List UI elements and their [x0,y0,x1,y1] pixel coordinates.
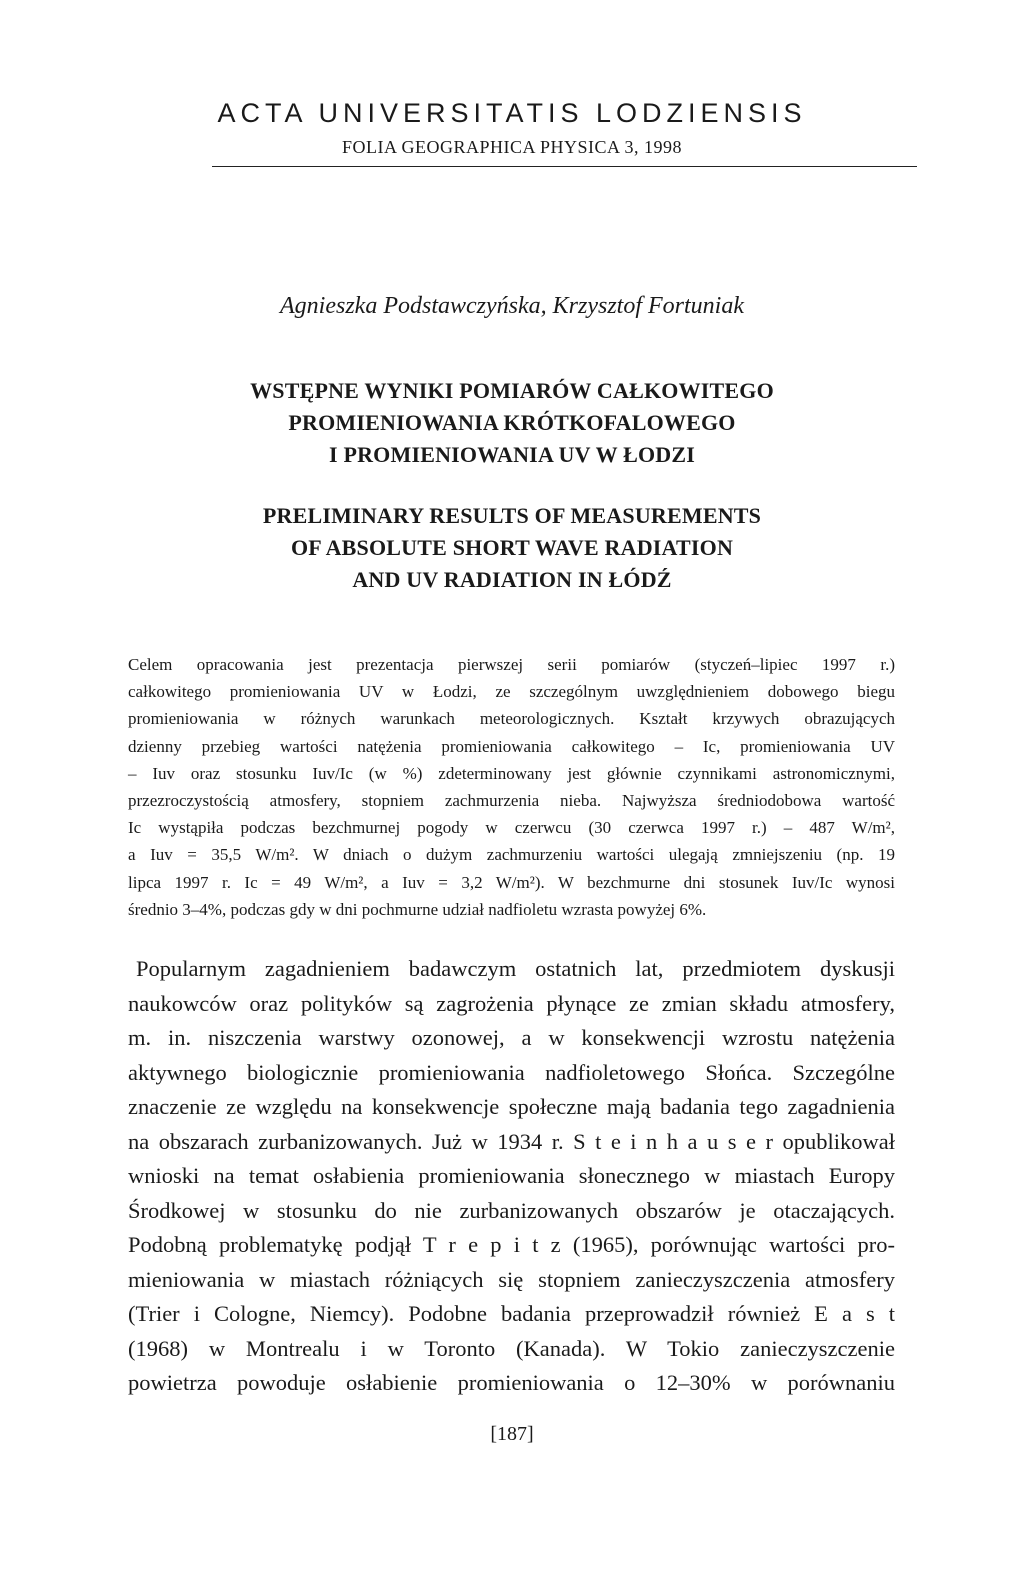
journal-series: FOLIA GEOGRAPHICA PHYSICA 3, 1998 [341,137,683,157]
journal-title: ACTA UNIVERSITATIS LODZIENSIS [217,98,807,128]
title-en-line: OF ABSOLUTE SHORT WAVE RADIATION [290,535,734,560]
authors: Agnieszka Podstawczyńska, Krzysztof Fortuniak [280,293,744,319]
body-line: Podobną problematykę podjął T r e p i t z (1965), porównując wartości pro- [128,1232,895,1257]
abstract-line: średnio 3–4%, podczas gdy w dni pochmurne udział nadfioletu wzrasta powyżej 6%. [128,899,707,919]
body-line: aktywnego biologicznie promieniowania nadfioletowego Słońca. Szczególne [128,1059,895,1085]
abstract-line: promieniowania w różnych warunkach meteorologicznych. Kształt krzywych obrazujących [128,709,895,729]
abstract-line: a Iuv = 35,5 W/m². W dniach o dużym zachmurzeniu wartości ulegają zmniejszeniu (np. 19 [128,845,895,865]
body-text [128,952,895,1401]
abstract-line: całkowitego promieniowania UV w Łodzi, ze szczególnym uwzględnieniem dobowego biegu [128,682,895,702]
body-line: na obszarach zurbanizowanych. Już w 1934 r. S t e i n h a u s e r opublikował [128,1128,895,1154]
abstract-line: Ic wystąpiła podczas bezchmurnej pogody w czerwcu (30 czerwca 1997 r.) – 487 W/m², [128,818,895,838]
abstract-line: – Iuv oraz stosunku Iuv/Ic (w %) zdeterminowany jest głównie czynnikami astronomicznymi, [128,763,895,783]
body-line: Środkowej w stosunku do nie zurbanizowanych obszarów je otaczających. [128,1197,895,1223]
body-line: mieniowania w miastach różniących się stopniem zanieczyszczenia atmosfery [128,1266,895,1292]
title-en-line: PRELIMINARY RESULTS OF MEASUREMENTS [262,503,762,528]
title-en-line: AND UV RADIATION IN ŁÓDŹ [352,567,672,592]
header-rule [212,166,917,167]
body-line: powietrza powoduje osłabienie promieniowania o 12–30% w porównaniu [128,1370,895,1395]
abstract-line: przezroczystością atmosfery, stopniem zachmurzenia nieba. Najwyższa średniodobowa wartość [128,790,895,810]
title-pl-line: PROMIENIOWANIA KRÓTKOFALOWEGO [288,410,736,435]
abstract [128,651,895,923]
abstract-line: Celem opracowania jest prezentacja pierwszej serii pomiarów (styczeń–lipiec 1997 r.) [128,655,895,674]
body-line: znaczenie ze względu na konsekwencje społeczne mają badania tego zagadnienia [128,1094,895,1119]
body-line: Popularnym zagadnieniem badawczym ostatnich lat, przedmiotem dyskusji [136,956,895,981]
body-line: (Trier i Cologne, Niemcy). Podobne badania przeprowadził również E a s t [128,1301,895,1326]
body-line: m. in. niszczenia warstwy ozonowej, a w konsekwencji wzrostu natężenia [128,1025,895,1050]
page-number: [187] [490,1423,534,1445]
abstract-line: dzienny przebieg wartości natężenia promieniowania całkowitego – Ic, promieniowania UV [128,736,895,756]
title-pl-line: WSTĘPNE WYNIKI POMIARÓW CAŁKOWITEGO [250,378,774,403]
body-line: naukowców oraz polityków są zagrożenia płynące ze zmian składu atmosfery, [128,990,895,1016]
abstract-line: lipca 1997 r. Ic = 49 W/m², a Iuv = 3,2 W/m²). W bezchmurne dni stosunek Iuv/Ic wynosi [128,872,895,892]
title-pl-line: I PROMIENIOWANIA UV W ŁODZI [328,442,696,467]
title-english [0,500,1024,596]
body-line: (1968) w Montrealu i w Toronto (Kanada). W Tokio zanieczyszczenie [128,1335,895,1361]
title-polish [0,375,1024,471]
body-line: wnioski na temat osłabienia promieniowania słonecznego w miastach Europy [128,1163,895,1188]
